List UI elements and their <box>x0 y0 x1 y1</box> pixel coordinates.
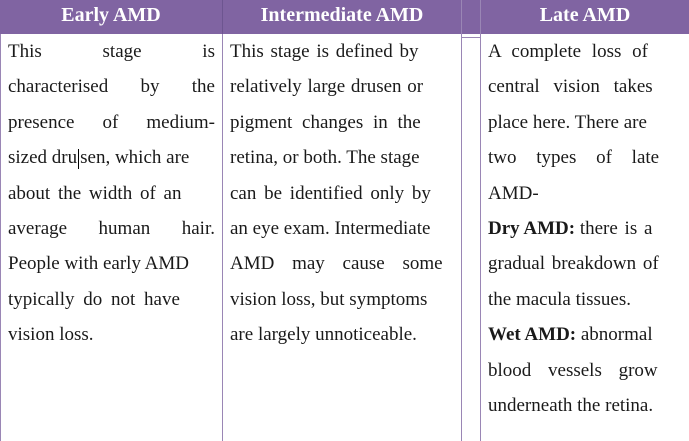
text-line: gradual breakdown of <box>488 253 659 275</box>
text-cursor <box>78 149 79 169</box>
text-segment: about the width of an <box>8 182 182 204</box>
text-line: are largely unnoticeable. <box>230 324 417 346</box>
text-line <box>8 246 215 281</box>
header-late-amd: Late AMD <box>481 0 689 34</box>
word: medium- <box>146 111 215 133</box>
text-line: an eye exam. Intermediate <box>230 217 431 239</box>
text-line: pigment changes in the <box>230 111 421 133</box>
header-early-amd: Early AMD <box>0 0 222 34</box>
gap-cell-border <box>461 37 481 38</box>
text-segment: abnormal <box>580 324 653 346</box>
text-line: retina, or both. The stage <box>230 147 420 169</box>
text-line: place here. There are <box>488 111 647 133</box>
text-line <box>8 140 215 175</box>
text-line: the macula tissues. <box>488 288 631 310</box>
text-line <box>8 176 215 211</box>
text-line: A complete loss of <box>488 41 648 62</box>
word: presence <box>8 111 75 133</box>
text-line: can be identified only by <box>230 182 431 204</box>
word: of <box>102 111 119 133</box>
text-line: vision loss, but symptoms <box>230 288 428 310</box>
text-line <box>8 34 215 69</box>
wet-amd-label: Wet AMD: <box>488 324 577 346</box>
text-line <box>488 317 681 352</box>
word: average <box>8 217 68 239</box>
word: stage <box>102 41 142 62</box>
text-segment: there is a <box>579 217 653 239</box>
table-border-left <box>0 34 1 441</box>
cell-intermediate-amd <box>230 34 454 353</box>
column-divider-1b <box>222 34 223 441</box>
cell-early-amd <box>8 34 215 353</box>
text-line: underneath the retina. <box>488 394 654 416</box>
text-line <box>488 211 681 246</box>
word: the <box>191 76 215 98</box>
text-with-caret <box>8 140 189 175</box>
dry-amd-label: Dry AMD: <box>488 217 576 239</box>
text-segment: sized dru <box>8 147 78 169</box>
text-line: This stage is defined by <box>230 41 419 62</box>
word: human <box>98 217 151 239</box>
text-line: blood vessels grow <box>488 359 658 381</box>
word: characterised <box>8 76 109 98</box>
text-line: relatively large drusen or <box>230 76 424 98</box>
text-line: central vision takes <box>488 76 653 98</box>
text-line <box>8 282 215 317</box>
header-gap <box>461 0 481 34</box>
word: hair. <box>181 217 215 239</box>
word: by <box>140 76 160 98</box>
header-intermediate-amd: Intermediate AMD <box>223 0 461 34</box>
text-line <box>8 69 215 104</box>
text-line <box>8 211 215 246</box>
text-line: AMD- <box>488 182 539 204</box>
text-segment: vision loss. <box>8 324 94 346</box>
word: This <box>8 41 42 62</box>
text-line: AMD may cause some <box>230 253 443 275</box>
text-line <box>8 105 215 140</box>
text-line: two types of late <box>488 147 660 169</box>
column-divider-2 <box>461 0 462 441</box>
cell-late-amd <box>488 34 681 423</box>
text-segment: sen, which are <box>80 147 190 169</box>
text-line <box>8 317 215 352</box>
column-divider-3 <box>480 0 481 441</box>
word: is <box>202 41 215 62</box>
text-segment: typically do not have <box>8 288 180 310</box>
text-segment: People with early AMD <box>8 253 190 275</box>
